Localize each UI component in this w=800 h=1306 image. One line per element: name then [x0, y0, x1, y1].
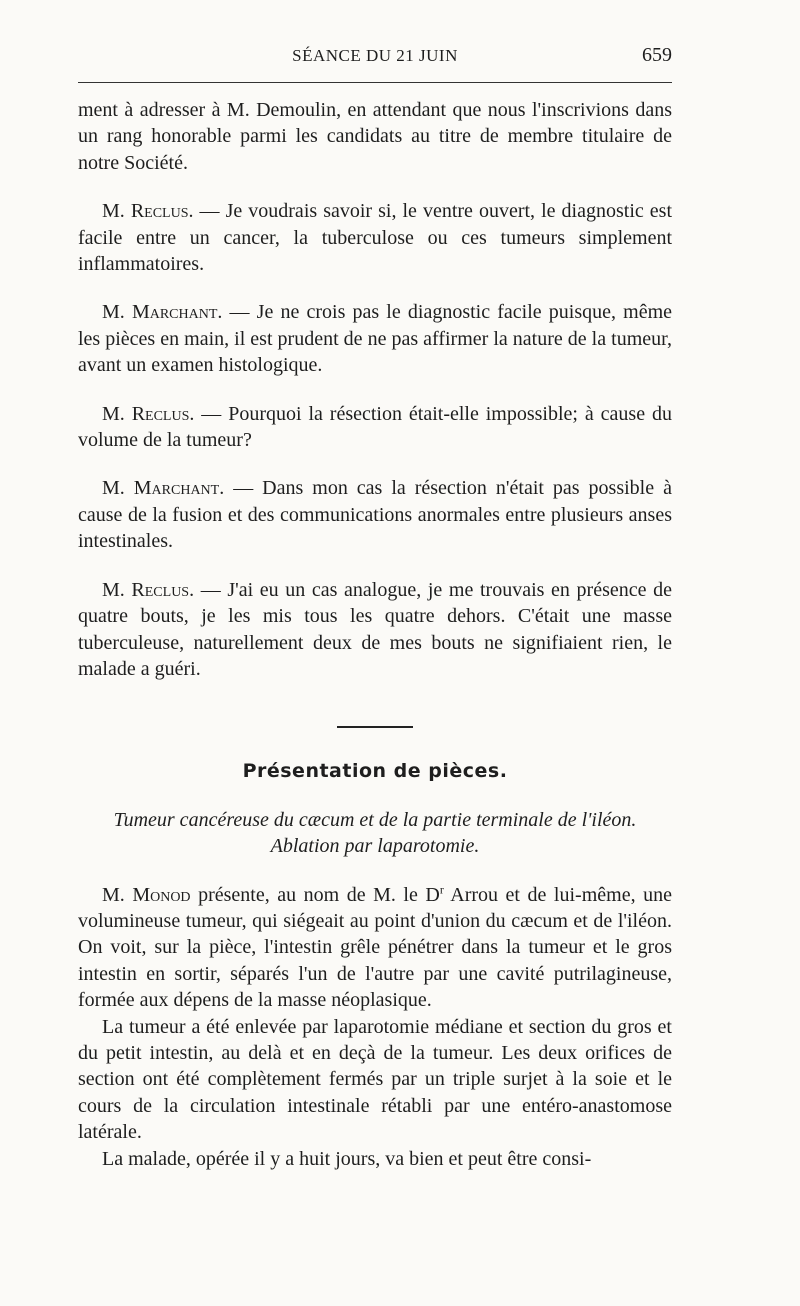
- page-number: 659: [642, 44, 672, 66]
- speaker-prefix: M.: [102, 477, 134, 500]
- subtitle-line-2: Ablation par laparotomie.: [270, 835, 480, 858]
- section-title: Présentation de pièces.: [242, 760, 508, 783]
- speaker-name: Reclus: [130, 200, 189, 223]
- speaker-prefix: M.: [102, 402, 132, 425]
- opening-paragraph: ment à adresser à M. Demoulin, en attendant que nous l'inscrivions dans un rang honorable parmi les candidats au titre de membre titulaire de notre Société.: [78, 99, 672, 174]
- speaker-prefix: M.: [102, 301, 132, 324]
- speaker-name: Reclus: [131, 402, 190, 425]
- presentation-text-1: présente, au nom de M. le D: [190, 883, 440, 906]
- exchange-text: . — Dans mon cas la résection n'était pas possible à cause de la fusion et des communications anormales entre plusieurs anses intestinales.: [78, 477, 672, 553]
- speaker-prefix: M.: [102, 200, 131, 223]
- header-rule: [78, 82, 672, 83]
- speaker-name: Marchant: [131, 301, 218, 324]
- speaker-name: Marchant: [133, 477, 220, 500]
- section-subtitle: [78, 807, 672, 860]
- speaker-prefix: M.: [102, 578, 132, 601]
- body-paragraph-1: La tumeur a été enlevée par laparotomie médiane et section du gros et du petit intestin, au delà et en deçà de la tumeur. Les deux orifices de section ont été complètement fermés par un triple surjet à la soie et le cours de la circulation intestinale rétabli par une entéro-anastomose latérale.: [78, 1015, 672, 1144]
- dr-superscript: r: [439, 881, 444, 896]
- page-body: [78, 97, 672, 1172]
- exchange-text: . — Je ne crois pas le diagnostic facile puisque, même les pièces en main, il est prudent de ne pas affirmer la nature de la tumeur, avant un examen histologique.: [78, 301, 672, 377]
- presentation-text-2: Arrou et de lui-même, une volumineuse tumeur, qui siégeait au point d'union du cæcum et de l'iléon. On voit, sur la pièce, l'intestin grêle pénétrer dans la tumeur et le gros intestin en sortir, séparés l'un de l'autre par une cavité putrilagineuse, formée aux dépens de la masse néoplasique.: [78, 883, 672, 1012]
- exchange-2: [78, 299, 672, 378]
- page-header: [78, 38, 672, 78]
- speaker-name: Reclus: [131, 578, 190, 601]
- running-head: SÉANCE DU 21 JUIN: [292, 46, 458, 65]
- speaker-name: Monod: [132, 883, 191, 906]
- exchange-text: . — Pourquoi la résection était-elle impossible; à cause du volume de la tumeur?: [78, 402, 672, 452]
- section-separator: [337, 726, 413, 728]
- exchange-4: [78, 475, 672, 554]
- presentation-paragraph: [78, 882, 672, 1014]
- exchange-text: . — Je voudrais savoir si, le ventre ouvert, le diagnostic est facile entre un cancer, la tuberculose ou ces tumeurs simplement inflammatoires.: [78, 200, 672, 276]
- exchange-text: . — J'ai eu un cas analogue, je me trouvais en présence de quatre bouts, je les mis tous les quatre dehors. C'était une masse tuberculeuse, naturellement deux de mes bouts ne signifiaient rien, le malade a guéri.: [78, 578, 672, 680]
- speaker-prefix: M.: [102, 883, 133, 906]
- exchange-1: [78, 198, 672, 277]
- subtitle-line-1: Tumeur cancéreuse du cæcum et de la partie terminale de l'iléon.: [113, 808, 637, 831]
- exchange-5: [78, 577, 672, 683]
- body-paragraph-2: La malade, opérée il y a huit jours, va bien et peut être consi-: [102, 1147, 592, 1170]
- exchange-3: [78, 401, 672, 454]
